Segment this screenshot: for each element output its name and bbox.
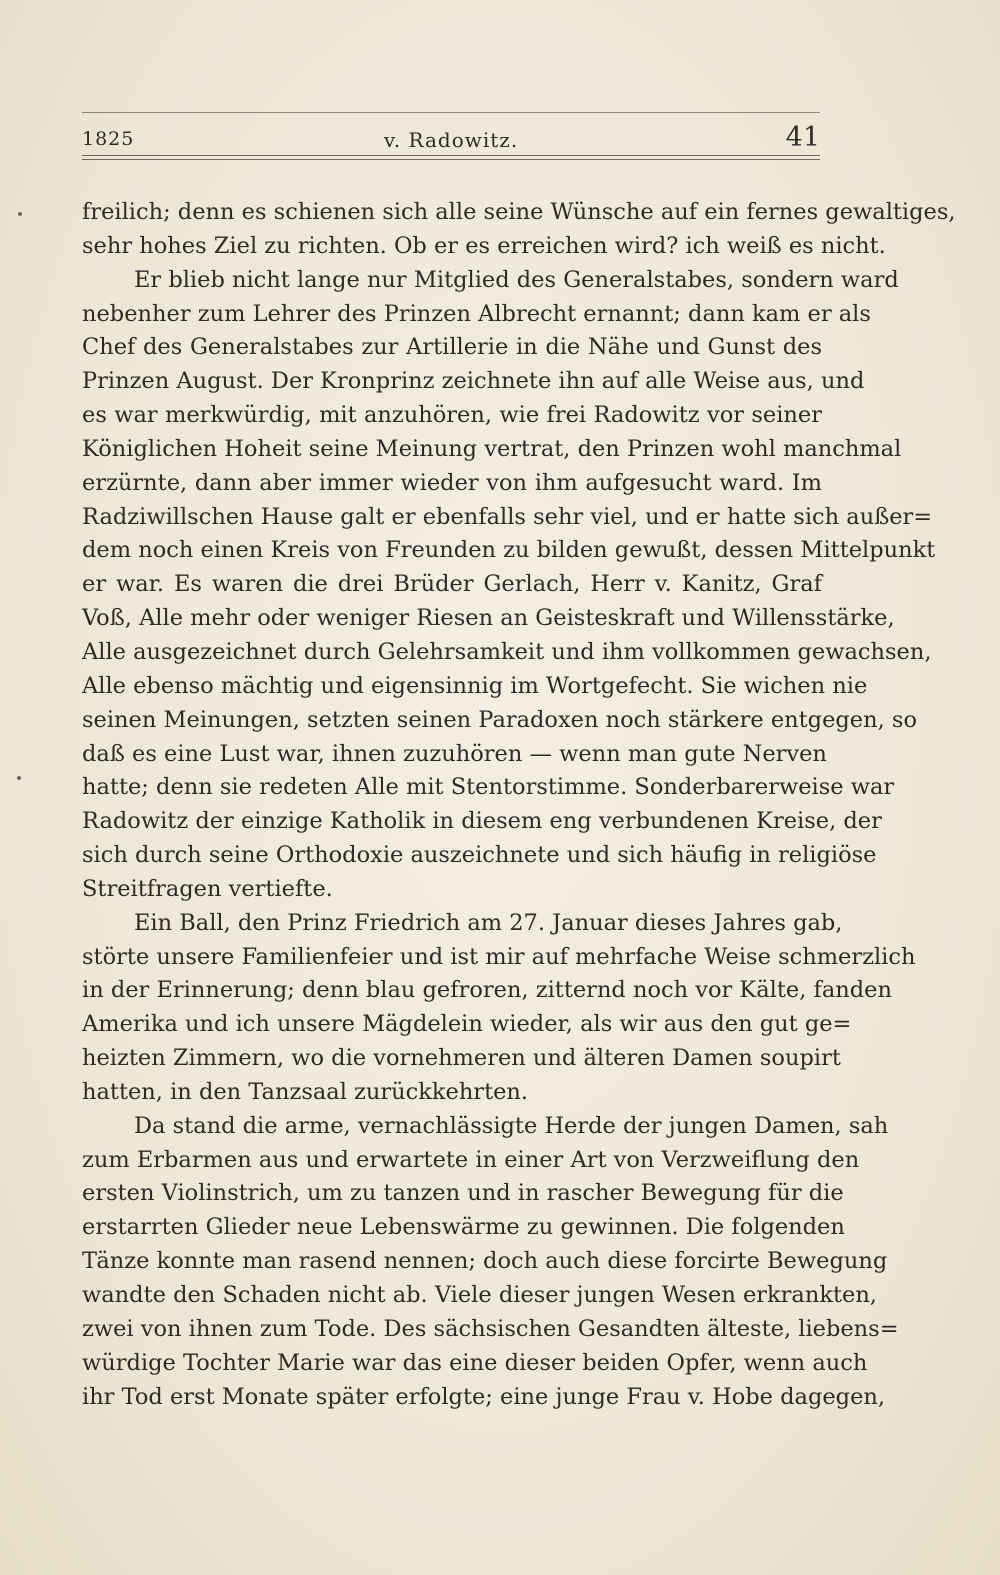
text-line: wandte den Schaden nicht ab. Viele dieser jungen Wesen erkrankten, [82, 1282, 877, 1308]
text-line: zwei von ihnen zum Tode. Des sächsischen Gesandten älteste, liebens= [82, 1315, 899, 1342]
text-line: zum Erbarmen aus und erwartete in einer Art von Verzweiflung den [82, 1146, 860, 1173]
text-line: Chef des Generalstabes zur Artillerie in die Nähe und Gunst des [82, 334, 822, 361]
text-line: heizten Zimmern, wo die vornehmeren und älteren Damen soupirt [82, 1045, 841, 1072]
text-line: nebenher zum Lehrer des Prinzen Albrecht ernannt; dann kam er als [82, 300, 871, 327]
text-line: Königlichen Hoheit seine Meinung vertrat, den Prinzen wohl manchmal [82, 435, 902, 462]
text-line: seinen Meinungen, setzten seinen Paradoxen noch stärkere entgegen, so [82, 706, 918, 733]
header-year: 1825 [82, 128, 135, 150]
body-text [82, 196, 956, 1414]
text-line: Ein Ball, den Prinz Friedrich am 27. Januar dieses Jahres gab, [134, 909, 843, 936]
text-line: Radziwillschen Hause galt er ebenfalls sehr viel, und er hatte sich außer= [82, 503, 933, 530]
text-line: Da stand die arme, vernachlässigte Herde der jungen Damen, sah [134, 1112, 889, 1139]
paper-speck [18, 212, 22, 216]
text-line: ihr Tod erst Monate später erfolgte; eine junge Frau v. Hobe dagegen, [82, 1383, 886, 1410]
text-line: ersten Violinstrich, um zu tanzen und in rascher Bewegung für die [82, 1180, 844, 1207]
text-line: störte unsere Familienfeier und ist mir auf mehrfache Weise schmerzlich [82, 943, 916, 970]
text-line: daß es eine Lust war, ihnen zuzuhören — wenn man gute Nerven [82, 740, 827, 767]
text-line: in der Erinnerung; denn blau gefroren, zitternd noch vor Kälte, fanden [82, 977, 892, 1004]
text-line: Prinzen August. Der Kronprinz zeichnete ihn auf alle Weise aus, und [82, 368, 865, 395]
header-top-rule [82, 112, 820, 113]
text-line: freilich; denn es schienen sich alle seine Wünsche auf ein fernes gewaltiges, [82, 199, 956, 225]
text-line: er war. Es waren die drei Brüder Gerlach, Herr v. Kanitz, Graf [82, 571, 822, 598]
text-line: Er blieb nicht lange nur Mitglied des Generalstabes, sondern ward [134, 266, 899, 293]
text-line: hatte; denn sie redeten Alle mit Stentorstimme. Sonderbarerweise war [82, 774, 895, 801]
text-line: sich durch seine Orthodoxie auszeichnete und sich häufig in religiöse [82, 842, 877, 869]
text-line: erstarrten Glieder neue Lebenswärme zu gewinnen. Die folgenden [82, 1214, 845, 1241]
header-double-rule [82, 155, 820, 160]
text-line: sehr hohes Ziel zu richten. Ob er es erreichen wird? ich weiß es nicht. [82, 232, 886, 259]
text-line: würdige Tochter Marie war das eine dieser beiden Opfer, wenn auch [82, 1349, 868, 1376]
text-line: dem noch einen Kreis von Freunden zu bilden gewußt, dessen Mittelpunkt [82, 537, 936, 564]
text-line: Radowitz der einzige Katholik in diesem eng verbundenen Kreise, der [82, 808, 882, 835]
text-line: Alle ausgezeichnet durch Gelehrsamkeit und ihm vollkommen gewachsen, [82, 638, 932, 665]
text-line: es war merkwürdig, mit anzuhören, wie frei Radowitz vor seiner [82, 402, 822, 429]
text-line: Streitfragen vertiefte. [82, 875, 333, 902]
page-number: 41 [785, 122, 820, 153]
text-line: hatten, in den Tanzsaal zurückkehrten. [82, 1078, 529, 1105]
running-title: v. Radowitz. [383, 128, 519, 152]
text-line: erzürnte, dann aber immer wieder von ihm aufgesucht ward. Im [82, 469, 822, 496]
text-line: Amerika und ich unsere Mägdelein wieder, als wir aus den gut ge= [82, 1011, 852, 1038]
text-line: Alle ebenso mächtig und eigensinnig im Wortgefecht. Sie wichen nie [82, 672, 868, 699]
running-header [82, 122, 820, 156]
text-line: Voß, Alle mehr oder weniger Riesen an Geisteskraft und Willensstärke, [82, 605, 895, 632]
text-line: Tänze konnte man rasend nennen; doch auch diese forcirte Bewegung [82, 1248, 888, 1275]
paper-speck [17, 776, 21, 780]
